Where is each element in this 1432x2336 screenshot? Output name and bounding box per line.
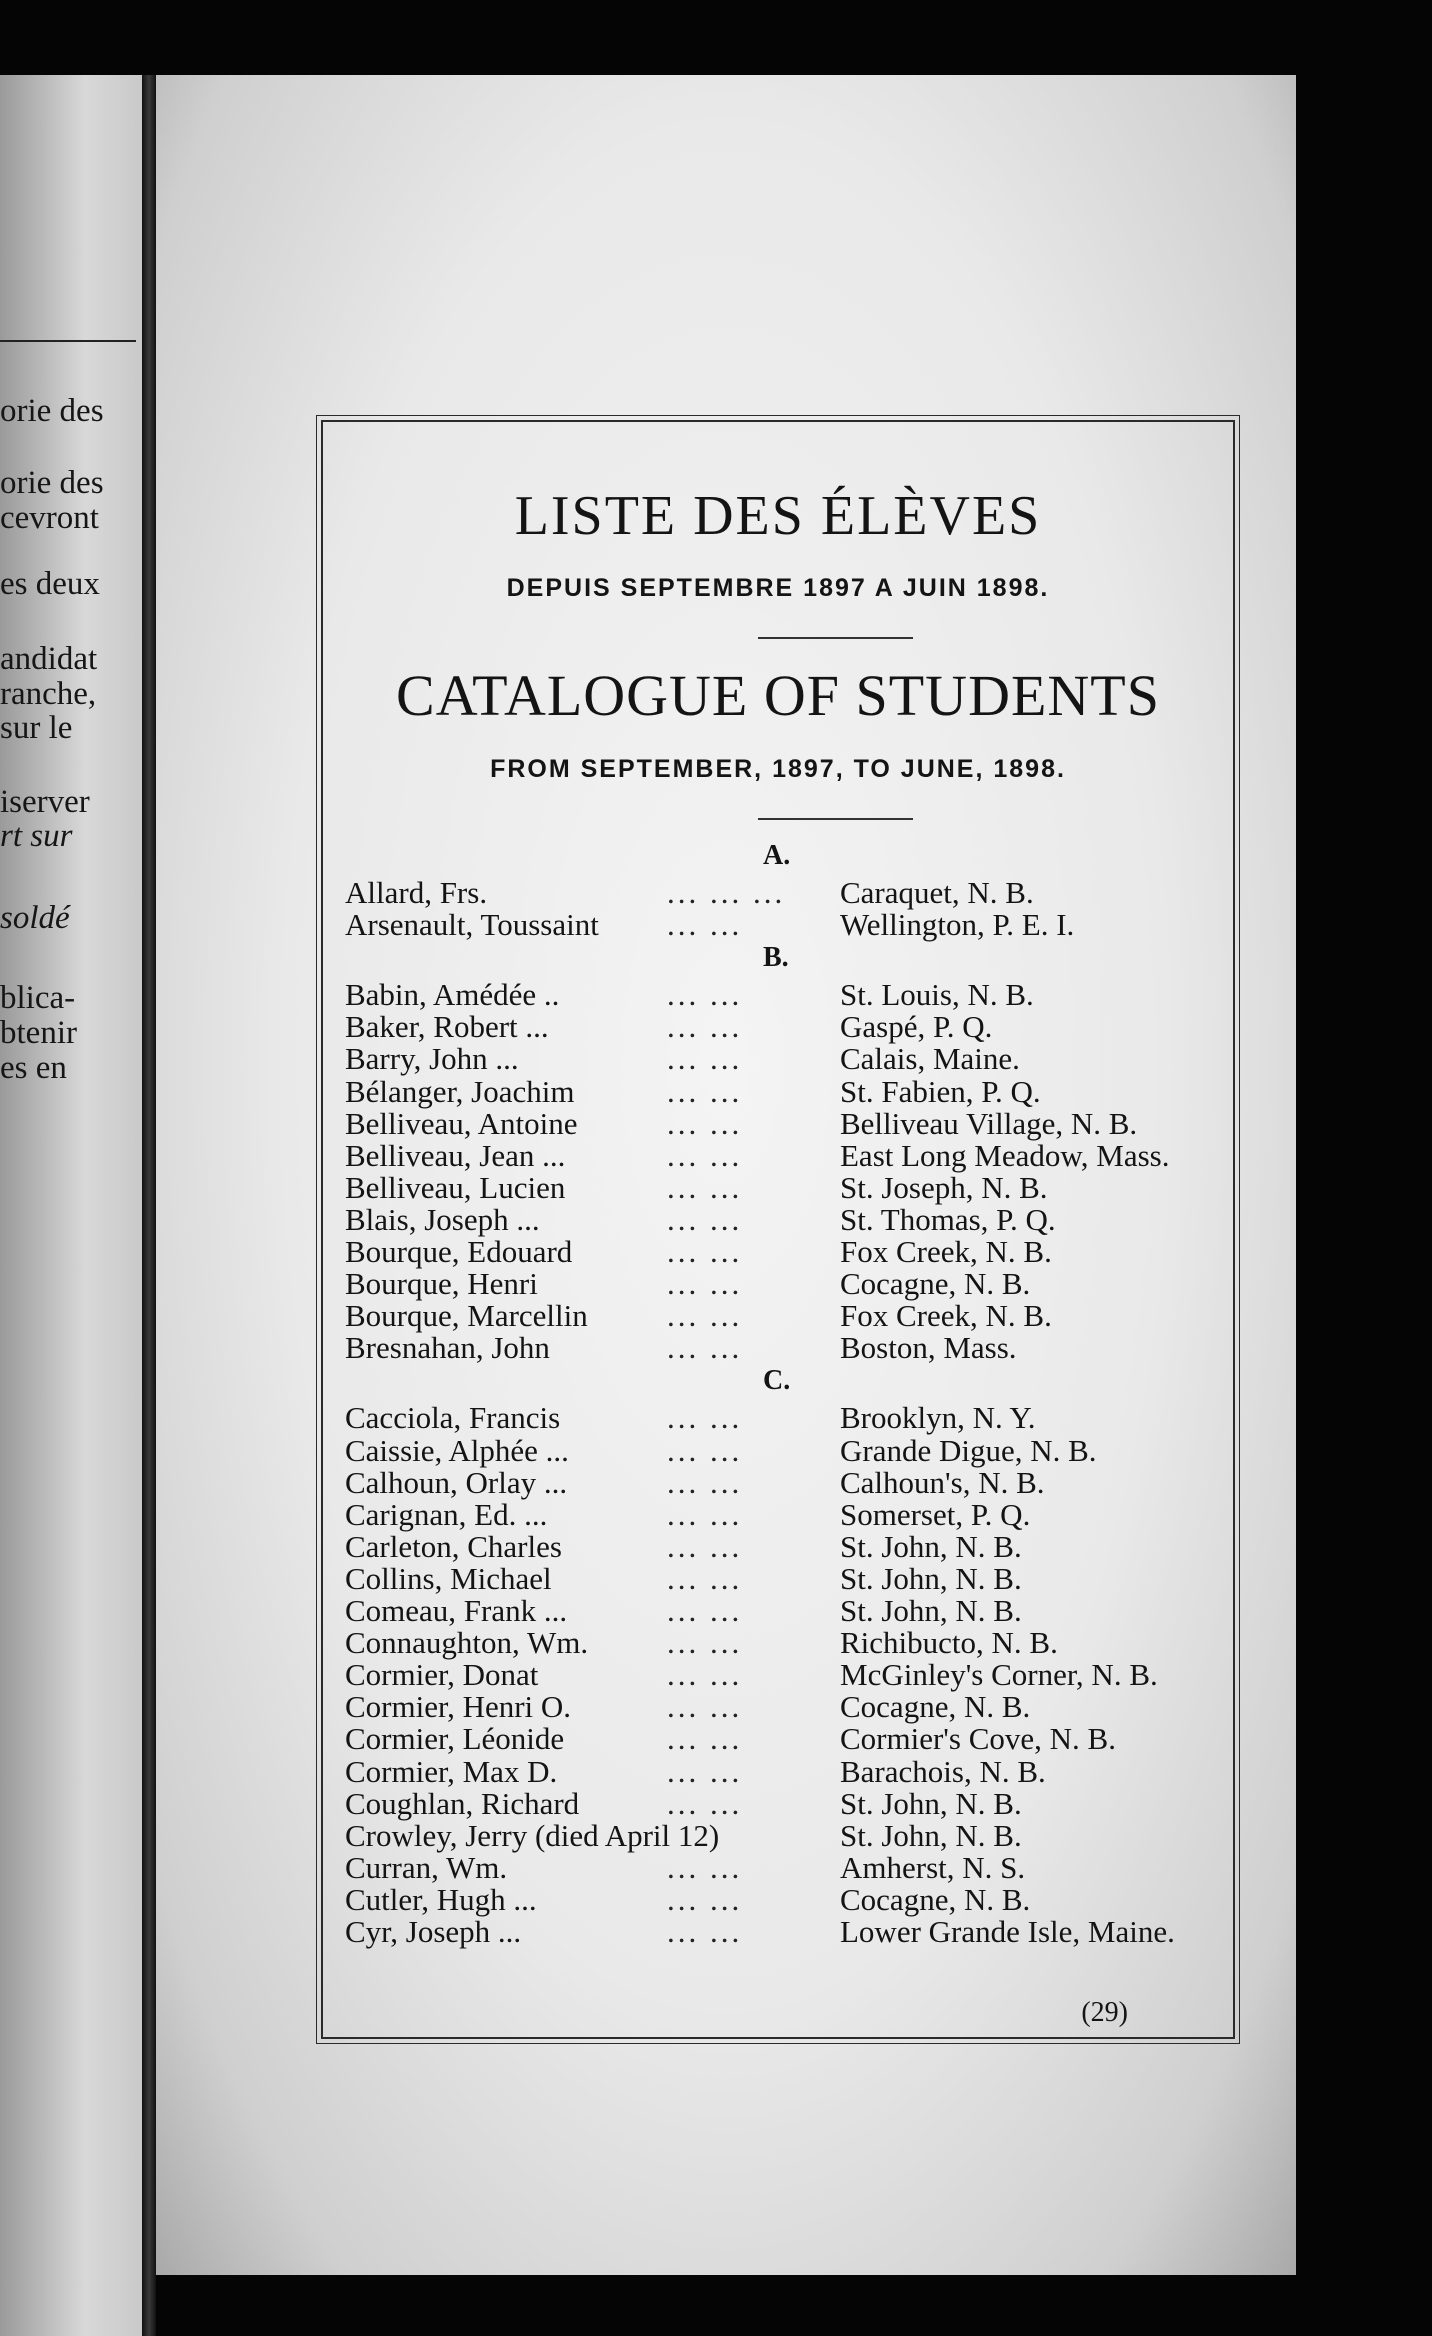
leader-dots: ... ...	[667, 977, 743, 1013]
left-page-text-fragment: blica-	[0, 980, 76, 1016]
student-name: Caissie, Alphée ...	[345, 1432, 569, 1468]
leader-dots: ... ...	[667, 907, 743, 943]
student-hometown: St. John, N. B.	[840, 1560, 1022, 1596]
student-hometown: Calais, Maine.	[840, 1041, 1020, 1077]
date-range-french: DEPUIS SEPTEMBRE 1897 A JUIN 1898.	[506, 574, 1050, 602]
student-row	[345, 1851, 1225, 1885]
divider	[758, 818, 913, 820]
student-hometown: Somerset, P. Q.	[840, 1496, 1031, 1532]
leader-dots: ... ...	[667, 1657, 743, 1693]
book-spine	[142, 75, 156, 2336]
page-frame	[321, 420, 1235, 2039]
student-row	[345, 1498, 1225, 1532]
leader-dots: ... ...	[667, 1330, 743, 1366]
student-name: Babin, Amédée ..	[345, 977, 560, 1013]
student-name: Bélanger, Joachim	[345, 1073, 575, 1109]
student-hometown: Lower Grande Isle, Maine.	[840, 1914, 1175, 1949]
section-letter: B.	[763, 942, 789, 974]
student-hometown: St. Joseph, N. B.	[840, 1169, 1048, 1205]
student-row	[345, 1299, 1225, 1333]
student-row	[345, 1755, 1225, 1789]
student-name: Arsenault, Toussaint	[345, 907, 599, 943]
student-name: Cormier, Max D.	[345, 1753, 558, 1789]
left-page-text-fragment: soldé	[0, 900, 70, 936]
left-page-text-fragment: iserver	[0, 784, 90, 820]
leader-dots: ... ...	[667, 1593, 743, 1628]
student-name: Belliveau, Lucien	[345, 1169, 566, 1205]
section-letter: A.	[763, 840, 791, 871]
student-hometown: Cormier's Cove, N. B.	[840, 1721, 1116, 1757]
student-name: Blais, Joseph ...	[345, 1201, 540, 1237]
student-name: Comeau, Frank ...	[345, 1593, 568, 1628]
student-hometown: St. Louis, N. B.	[840, 977, 1034, 1013]
student-row	[345, 1235, 1225, 1269]
student-name: Cyr, Joseph ...	[345, 1914, 522, 1949]
student-hometown: Fox Creek, N. B.	[840, 1298, 1052, 1334]
student-row	[345, 1883, 1225, 1917]
student-name: Collins, Michael	[345, 1560, 552, 1596]
divider	[758, 637, 913, 639]
student-row	[345, 1466, 1225, 1500]
student-row	[345, 876, 1225, 910]
student-name: Cacciola, Francis	[345, 1400, 561, 1436]
student-hometown: Barachois, N. B.	[840, 1753, 1046, 1789]
student-name: Crowley, Jerry (died April 12)	[345, 1817, 720, 1853]
student-row	[345, 1626, 1225, 1660]
student-name: Connaughton, Wm.	[345, 1625, 589, 1661]
student-row	[345, 1530, 1225, 1564]
student-row	[345, 1434, 1225, 1468]
student-hometown: Cocagne, N. B.	[840, 1881, 1031, 1917]
leader-dots: ... ...	[667, 1689, 743, 1725]
left-page-text-fragment: orie des	[0, 465, 104, 501]
student-row	[345, 1010, 1225, 1044]
catalogue-page	[156, 75, 1296, 2275]
student-name: Carleton, Charles	[345, 1528, 562, 1564]
student-name: Barry, John ...	[345, 1041, 519, 1077]
student-hometown: Calhoun's, N. B.	[840, 1464, 1045, 1500]
left-page-text-fragment: rt sur	[0, 818, 73, 854]
student-hometown: Richibucto, N. B.	[840, 1625, 1058, 1661]
student-hometown: Caraquet, N. B.	[840, 875, 1034, 910]
leader-dots: ... ...	[667, 1849, 743, 1885]
student-row	[345, 1267, 1225, 1301]
student-name: Bourque, Henri	[345, 1266, 538, 1302]
student-row	[345, 1787, 1225, 1821]
student-hometown: Fox Creek, N. B.	[840, 1234, 1052, 1269]
student-hometown: McGinley's Corner, N. B.	[840, 1657, 1158, 1693]
leader-dots: ... ...	[667, 1266, 743, 1302]
student-row	[345, 1107, 1225, 1141]
student-hometown: Grande Digue, N. B.	[840, 1432, 1097, 1468]
leader-dots: ... ...	[667, 1201, 743, 1237]
student-name: Belliveau, Jean ...	[345, 1137, 566, 1173]
student-name: Cutler, Hugh ...	[345, 1881, 537, 1917]
student-hometown: St. John, N. B.	[840, 1817, 1022, 1853]
student-hometown: St. John, N. B.	[840, 1593, 1022, 1628]
leader-dots: ... ...	[667, 1073, 743, 1109]
page-number: (29)	[1081, 1997, 1128, 2028]
student-hometown: East Long Meadow, Mass.	[840, 1137, 1170, 1173]
student-hometown: Belliveau Village, N. B.	[840, 1105, 1138, 1141]
student-row	[345, 978, 1225, 1012]
leader-dots: ... ... ...	[667, 875, 786, 910]
student-row	[345, 1042, 1225, 1076]
student-row	[345, 1203, 1225, 1237]
section-letter: C.	[763, 1365, 791, 1397]
student-hometown: St. John, N. B.	[840, 1785, 1022, 1821]
left-page-text-fragment: orie des	[0, 393, 104, 429]
student-hometown: St. John, N. B.	[840, 1528, 1022, 1564]
adjacent-page-fragment	[0, 75, 142, 2336]
leader-dots: ... ...	[667, 1914, 743, 1949]
student-name: Calhoun, Orlay ...	[345, 1464, 568, 1500]
student-row	[345, 1915, 1225, 1949]
student-name: Bresnahan, John	[345, 1330, 550, 1366]
leader-dots: ... ...	[667, 1560, 743, 1596]
student-hometown: St. Thomas, P. Q.	[840, 1201, 1056, 1237]
student-row	[345, 1075, 1225, 1109]
student-hometown: Gaspé, P. Q.	[840, 1009, 993, 1045]
student-hometown: Cocagne, N. B.	[840, 1689, 1031, 1725]
student-hometown: Wellington, P. E. I.	[840, 907, 1075, 943]
leader-dots: ... ...	[667, 1464, 743, 1500]
date-range-english: FROM SEPTEMBER, 1897, TO JUNE, 1898.	[490, 755, 1066, 783]
student-row	[345, 1171, 1225, 1205]
leader-dots: ... ...	[667, 1432, 743, 1468]
page-title-french: LISTE DES ÉLÈVES	[514, 485, 1042, 547]
student-name: Coughlan, Richard	[345, 1785, 580, 1821]
leader-dots: ... ...	[667, 1528, 743, 1564]
left-page-text-fragment: cevront	[0, 500, 99, 536]
student-row	[345, 1722, 1225, 1756]
student-name: Baker, Robert ...	[345, 1009, 549, 1045]
student-name: Cormier, Donat	[345, 1657, 539, 1693]
student-name: Allard, Frs.	[345, 875, 488, 910]
student-row	[345, 1658, 1225, 1692]
student-hometown: Boston, Mass.	[840, 1330, 1017, 1366]
leader-dots: ... ...	[667, 1234, 743, 1269]
student-row	[345, 1819, 1225, 1853]
leader-dots: ... ...	[667, 1009, 743, 1045]
student-name: Bourque, Edouard	[345, 1234, 573, 1269]
leader-dots: ... ...	[667, 1137, 743, 1173]
student-hometown: Cocagne, N. B.	[840, 1266, 1031, 1302]
left-page-text-fragment: andidat	[0, 641, 98, 677]
student-name: Cormier, Léonide	[345, 1721, 565, 1757]
page-border-line	[0, 340, 136, 342]
student-row	[345, 1690, 1225, 1724]
student-hometown: Brooklyn, N. Y.	[840, 1400, 1036, 1436]
student-row	[345, 1331, 1225, 1365]
left-page-text-fragment: es en	[0, 1050, 67, 1086]
leader-dots: ... ...	[667, 1496, 743, 1532]
student-name: Curran, Wm.	[345, 1849, 508, 1885]
student-hometown: St. Fabien, P. Q.	[840, 1073, 1041, 1109]
leader-dots: ... ...	[667, 1041, 743, 1077]
student-name: Bourque, Marcellin	[345, 1298, 588, 1334]
student-name: Carignan, Ed. ...	[345, 1496, 548, 1532]
leader-dots: ... ...	[667, 1625, 743, 1661]
leader-dots: ... ...	[667, 1881, 743, 1917]
leader-dots: ... ...	[667, 1400, 743, 1436]
student-row	[345, 1401, 1225, 1435]
student-row	[345, 908, 1225, 942]
student-row	[345, 1594, 1225, 1628]
student-hometown: Amherst, N. S.	[840, 1849, 1026, 1885]
page-title-english: CATALOGUE OF STUDENTS	[396, 663, 1160, 728]
leader-dots: ... ...	[667, 1298, 743, 1334]
student-name: Cormier, Henri O.	[345, 1689, 572, 1725]
leader-dots: ... ...	[667, 1753, 743, 1789]
leader-dots: ... ...	[667, 1105, 743, 1141]
leader-dots: ... ...	[667, 1169, 743, 1205]
leader-dots: ... ...	[667, 1721, 743, 1757]
left-page-text-fragment: es deux	[0, 566, 100, 602]
student-row	[345, 1562, 1225, 1596]
left-page-text-fragment: sur le	[0, 710, 73, 746]
student-name: Belliveau, Antoine	[345, 1105, 578, 1141]
left-page-text-fragment: ranche,	[0, 676, 97, 712]
student-row	[345, 1139, 1225, 1173]
leader-dots: ... ...	[667, 1785, 743, 1821]
left-page-text-fragment: btenir	[0, 1015, 77, 1051]
